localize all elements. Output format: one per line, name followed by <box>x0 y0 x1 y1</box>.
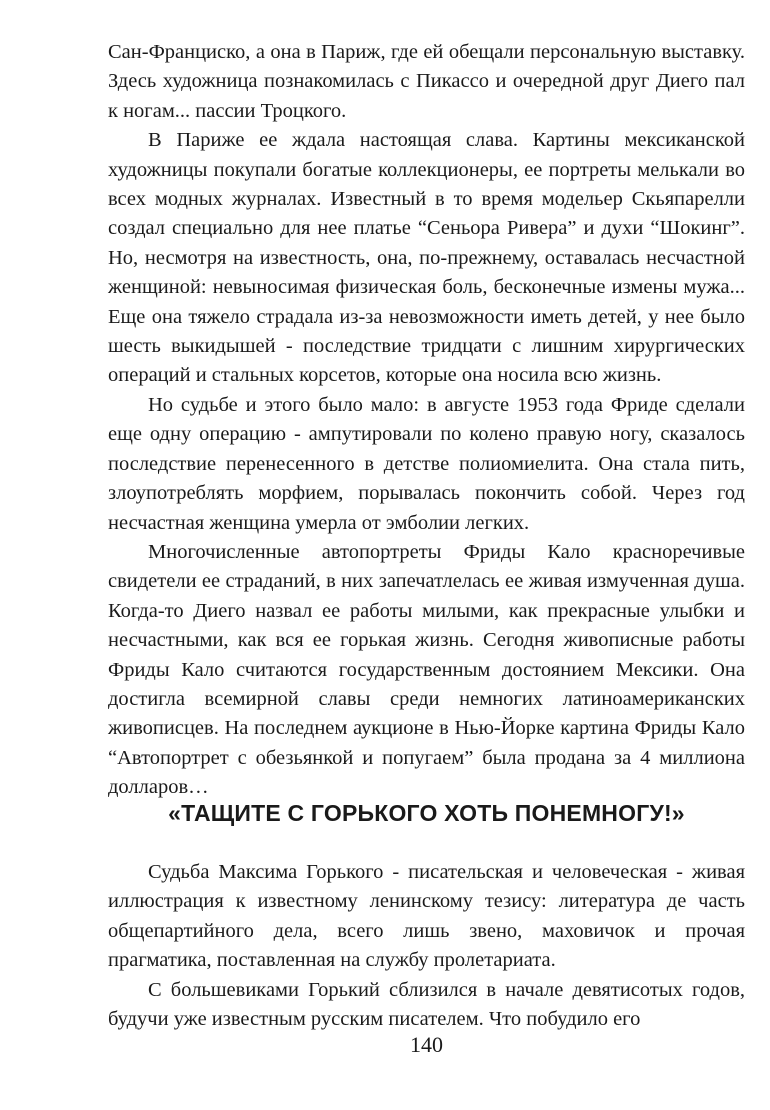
paragraph-gorky-bolsheviks: С большевиками Горький сблизился в начале девятисотых годов, будучи уже известным русским писателем. Что побудило его <box>108 978 745 1031</box>
section-heading: «ТАЩИТЕ С ГОРЬКОГО ХОТЬ ПОНЕМНОГУ!» <box>168 800 685 826</box>
paragraph-gorky-fate: Судьба Максима Горького - писательская и человеческая - живая иллюстрация к известному ленинскому тезису: литература де часть общепартийного дела, всего лишь звено, маховичок и прочая прагматика, поставленная на службу пролетариата. <box>108 861 745 972</box>
paragraph-paris-fame: В Париже ее ждала настоящая слава. Картины мексиканской художницы покупали богатые коллекционеры, ее портреты мелькали во всех модных журналах. Известный в то время модельер Скьяпарелли создал специально для нее платье “Сеньора Ривера” и духи “Шокинг”. Но, несмотря на известность, она, по-прежнему, оставалась несчастной женщиной: невыносимая физическая боль, бесконечные измены мужа... Еще она тяжело страдала из-за невозможности иметь детей, у нее было шесть выкидышей - последствие тридцати с лишним хирургических операций и стальных корсетов, которые она носила всю жизнь. <box>108 129 745 387</box>
body-text-bottom <box>108 858 745 1034</box>
body-text-top <box>108 38 745 803</box>
paragraph-continuation: Сан-Франциско, а она в Париж, где ей обещали персональную выставку. Здесь художница познакомилась с Пикассо и очередной друг Диего пал к ногам... пассии Троцкого. <box>108 41 745 122</box>
paragraph-self-portraits: Многочисленные автопортреты Фриды Кало красноречивые свидетели ее страданий, в них запечатлелась ее живая измученная душа. Когда-то Диего назвал ее работы милыми, как прекрасные улыбки и несчастными, как вся ее горькая жизнь. Сегодня живописные работы Фриды Кало считаются государственным достоянием Мексики. Она достигла всемирной славы среди немногих латиноамериканских живописцев. На последнем аукционе в Нью-Йорке картина Фриды Кало “Автопортрет с обезьянкой и попугаем” была продана за 4 миллиона долларов… <box>108 540 745 799</box>
paragraph-operation: Но судьбе и этого было мало: в августе 1953 года Фриде сделали еще одну операцию - ампутировали по колено правую ногу, сказалось последствие перенесенного в детстве полиомиелита. Она стала пить, злоупотреблять морфием, порывалась покончить собой. Через год несчастная женщина умерла от эмболии легких. <box>108 393 745 534</box>
page-number: 140 <box>410 1032 443 1057</box>
